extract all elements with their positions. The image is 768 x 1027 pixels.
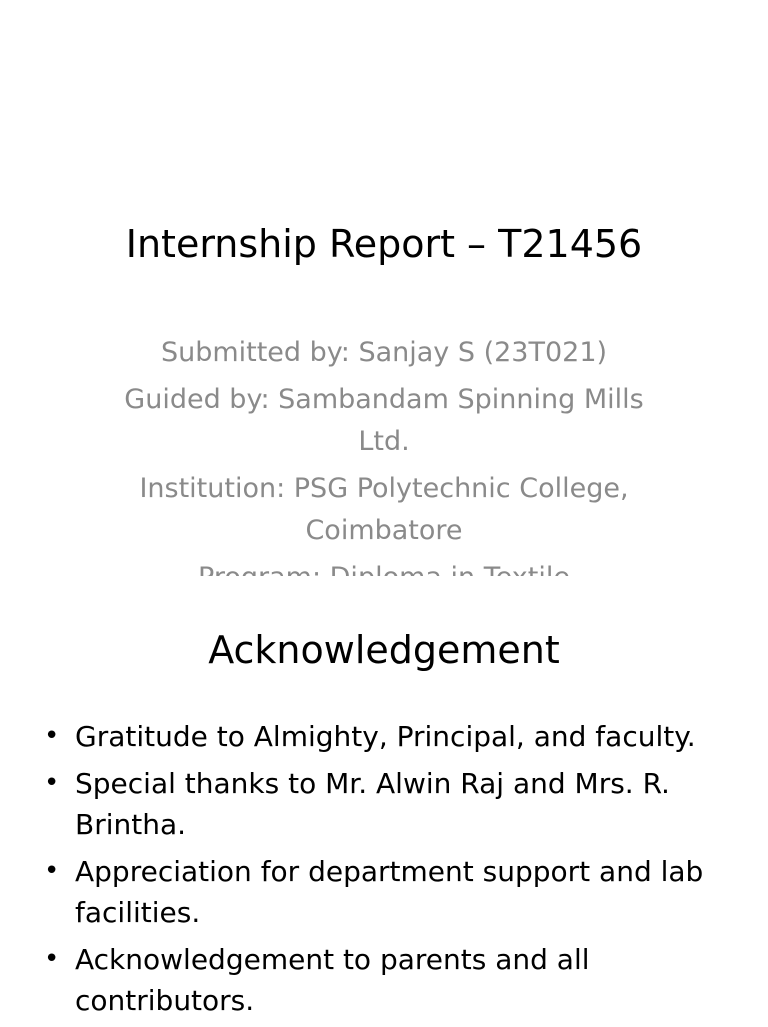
- bullet-icon: •: [44, 944, 60, 974]
- bullet-icon: •: [44, 721, 60, 751]
- submitted-by-line: Submitted by: Sanjay S (23T021): [160, 337, 608, 368]
- acknowledgement-slide: [0, 576, 768, 1024]
- list-item-text: Acknowledgement to parents and all contributors.: [75, 943, 590, 1017]
- bullet-icon: •: [44, 856, 60, 886]
- guided-by-line: Guided by: Sambandam Spinning Mills Ltd.: [124, 384, 644, 457]
- list-item-text: Special thanks to Mr. Alwin Raj and Mrs. R. Brintha.: [75, 767, 670, 841]
- list-item: [0, 939, 730, 1021]
- list-item: [0, 763, 730, 845]
- acknowledgement-list: [0, 716, 730, 1027]
- list-item-text: Gratitude to Almighty, Principal, and faculty.: [75, 720, 696, 753]
- list-item: [0, 851, 730, 933]
- acknowledgement-heading: Acknowledgement: [208, 628, 560, 672]
- subtitle-block: [120, 332, 648, 576]
- institution-line: Institution: PSG Polytechnic College, Coimbatore: [139, 473, 629, 546]
- report-title: Internship Report – T21456: [125, 222, 643, 266]
- list-item-text: Appreciation for department support and lab facilities.: [75, 855, 704, 929]
- bullet-icon: •: [44, 768, 60, 798]
- list-item: [0, 716, 730, 757]
